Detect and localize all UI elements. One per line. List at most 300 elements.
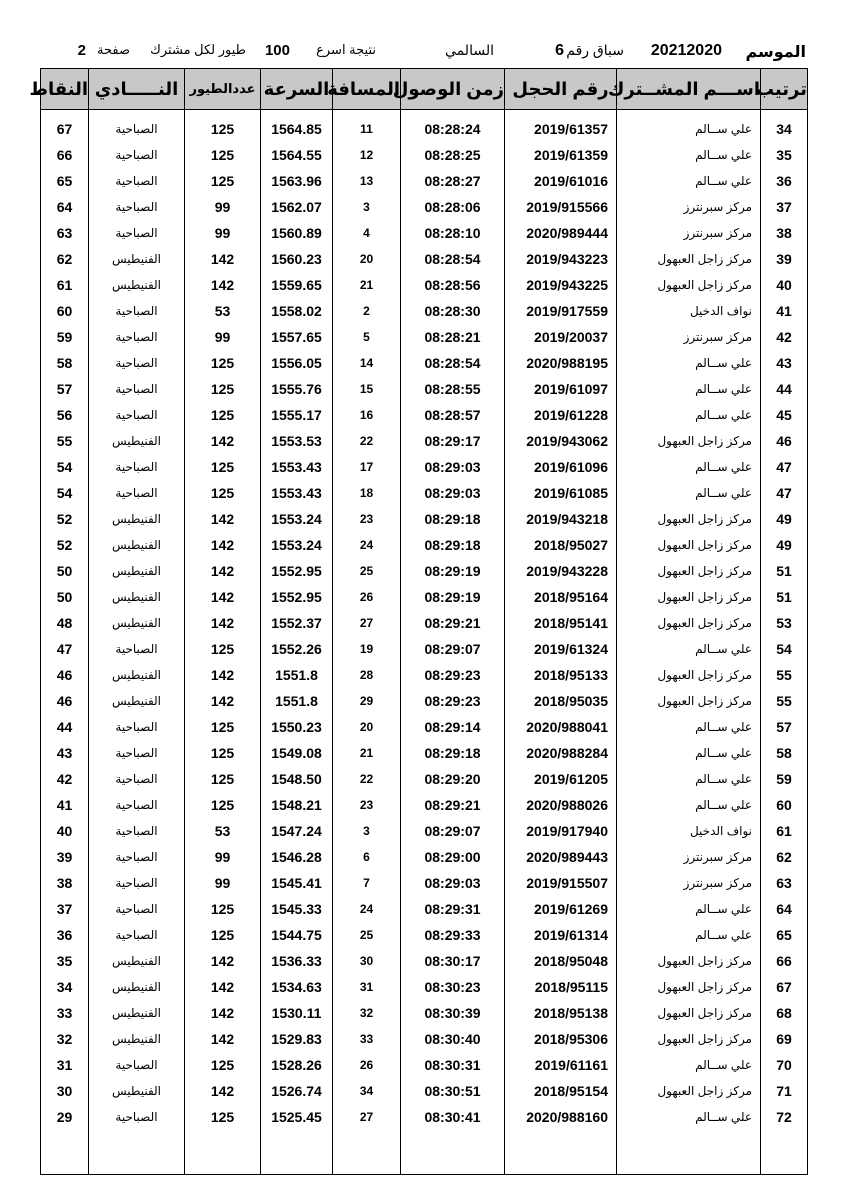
cell-club: الصباحية	[89, 922, 185, 948]
column-header-points: النقاط	[41, 69, 89, 110]
cell-name: مركز زاجل العبهول	[617, 948, 761, 974]
cell-points: 55	[41, 428, 89, 454]
cell-points: 35	[41, 948, 89, 974]
cell-rank: 46	[761, 428, 808, 454]
cell-rank: 58	[761, 740, 808, 766]
cell-distance: 26	[333, 1052, 401, 1078]
cell-name: مركز سبرنترز	[617, 844, 761, 870]
cell-speed: 1564.55	[261, 142, 333, 168]
cell-distance: 28	[333, 662, 401, 688]
cell-rank: 65	[761, 922, 808, 948]
cell-speed: 1557.65	[261, 324, 333, 350]
cell-speed: 1528.26	[261, 1052, 333, 1078]
cell-rank: 53	[761, 610, 808, 636]
cell-rank: 41	[761, 298, 808, 324]
cell-arrival: 08:29:14	[401, 714, 505, 740]
cell-birds: 125	[185, 636, 261, 662]
cell-arrival: 08:29:19	[401, 558, 505, 584]
cell-speed: 1553.24	[261, 532, 333, 558]
cell-arrival: 08:28:57	[401, 402, 505, 428]
cell-ring: 2018/95154	[505, 1078, 617, 1104]
table-row	[41, 610, 808, 636]
cell-speed: 1556.05	[261, 350, 333, 376]
cell-rank: 40	[761, 272, 808, 298]
cell-name: مركز سبرنترز	[617, 324, 761, 350]
cell-birds: 125	[185, 402, 261, 428]
cell-name: علي ســالم	[617, 110, 761, 143]
table-row	[41, 584, 808, 610]
cell-speed: 1534.63	[261, 974, 333, 1000]
cell-points: 54	[41, 480, 89, 506]
cell-speed: 1559.65	[261, 272, 333, 298]
cell-distance: 21	[333, 740, 401, 766]
cell-birds: 142	[185, 974, 261, 1000]
table-header-row	[41, 69, 808, 110]
cell-club: الفنيطيس	[89, 506, 185, 532]
cell-distance: 22	[333, 428, 401, 454]
cell-name: علي ســالم	[617, 1104, 761, 1130]
cell-distance: 25	[333, 922, 401, 948]
table-row	[41, 480, 808, 506]
cell-club: الصباحية	[89, 818, 185, 844]
race-location: السالمي	[445, 42, 494, 58]
cell-rank: 72	[761, 1104, 808, 1130]
cell-arrival: 08:28:24	[401, 110, 505, 143]
cell-rank: 34	[761, 110, 808, 143]
cell-birds: 142	[185, 1078, 261, 1104]
cell-arrival: 08:29:03	[401, 870, 505, 896]
cell-distance: 16	[333, 402, 401, 428]
cell-club: الصباحية	[89, 168, 185, 194]
cell-ring: 2018/95141	[505, 610, 617, 636]
cell-distance: 5	[333, 324, 401, 350]
cell-rank: 71	[761, 1078, 808, 1104]
cell-birds: 142	[185, 532, 261, 558]
cell-club: الصباحية	[89, 844, 185, 870]
cell-arrival: 08:29:03	[401, 480, 505, 506]
cell-rank: 47	[761, 480, 808, 506]
cell-speed: 1564.85	[261, 110, 333, 143]
cell-rank: 55	[761, 688, 808, 714]
table-row	[41, 974, 808, 1000]
cell-club: الصباحية	[89, 870, 185, 896]
cell-distance: 2	[333, 298, 401, 324]
cell-name: علي ســالم	[617, 740, 761, 766]
page-number: 2	[77, 42, 86, 59]
cell-ring: 2020/988026	[505, 792, 617, 818]
cell-birds: 142	[185, 428, 261, 454]
cell-arrival: 08:29:18	[401, 740, 505, 766]
cell-name: علي ســالم	[617, 402, 761, 428]
cell-arrival: 08:29:21	[401, 792, 505, 818]
cell-rank: 49	[761, 532, 808, 558]
cell-points: 43	[41, 740, 89, 766]
cell-club: الصباحية	[89, 766, 185, 792]
cell-points: 52	[41, 506, 89, 532]
cell-arrival: 08:30:17	[401, 948, 505, 974]
table-row	[41, 662, 808, 688]
cell-rank: 54	[761, 636, 808, 662]
cell-speed: 1526.74	[261, 1078, 333, 1104]
cell-points: 54	[41, 454, 89, 480]
cell-distance: 13	[333, 168, 401, 194]
cell-name: مركز زاجل العبهول	[617, 1026, 761, 1052]
cell-birds: 142	[185, 662, 261, 688]
table-row	[41, 246, 808, 272]
cell-arrival: 08:28:06	[401, 194, 505, 220]
cell-rank: 70	[761, 1052, 808, 1078]
cell-arrival: 08:30:23	[401, 974, 505, 1000]
cell-arrival: 08:28:10	[401, 220, 505, 246]
cell-points: 42	[41, 766, 89, 792]
table-row	[41, 1000, 808, 1026]
cell-distance: 24	[333, 532, 401, 558]
cell-name: نواف الدخيل	[617, 818, 761, 844]
cell-speed: 1547.24	[261, 818, 333, 844]
empty-cell	[505, 1130, 617, 1175]
cell-distance: 23	[333, 792, 401, 818]
cell-name: مركز زاجل العبهول	[617, 272, 761, 298]
cell-speed: 1552.95	[261, 584, 333, 610]
cell-birds: 125	[185, 480, 261, 506]
cell-name: مركز زاجل العبهول	[617, 506, 761, 532]
cell-club: الصباحية	[89, 480, 185, 506]
cell-name: مركز زاجل العبهول	[617, 688, 761, 714]
cell-birds: 125	[185, 350, 261, 376]
column-header-speed: السرعة	[261, 69, 333, 110]
cell-distance: 22	[333, 766, 401, 792]
cell-arrival: 08:30:40	[401, 1026, 505, 1052]
cell-speed: 1558.02	[261, 298, 333, 324]
cell-birds: 53	[185, 298, 261, 324]
cell-ring: 2019/61085	[505, 480, 617, 506]
cell-ring: 2019/943062	[505, 428, 617, 454]
cell-name: علي ســالم	[617, 922, 761, 948]
empty-cell	[401, 1130, 505, 1175]
cell-birds: 125	[185, 1104, 261, 1130]
cell-points: 41	[41, 792, 89, 818]
table-row	[41, 298, 808, 324]
table-row	[41, 896, 808, 922]
cell-arrival: 08:29:20	[401, 766, 505, 792]
cell-speed: 1560.23	[261, 246, 333, 272]
cell-points: 60	[41, 298, 89, 324]
result-label: نتيجة اسرع	[316, 42, 376, 57]
cell-arrival: 08:29:23	[401, 688, 505, 714]
cell-rank: 36	[761, 168, 808, 194]
column-header-rank: ترتيب	[761, 69, 808, 110]
cell-ring: 2019/917559	[505, 298, 617, 324]
cell-arrival: 08:29:18	[401, 506, 505, 532]
cell-birds: 142	[185, 558, 261, 584]
cell-distance: 18	[333, 480, 401, 506]
cell-arrival: 08:29:21	[401, 610, 505, 636]
cell-birds: 99	[185, 194, 261, 220]
empty-cell	[261, 1130, 333, 1175]
cell-speed: 1553.43	[261, 480, 333, 506]
cell-birds: 142	[185, 1000, 261, 1026]
cell-club: الصباحية	[89, 350, 185, 376]
cell-rank: 62	[761, 844, 808, 870]
empty-cell	[41, 1130, 89, 1175]
table-row	[41, 714, 808, 740]
cell-distance: 31	[333, 974, 401, 1000]
cell-distance: 26	[333, 584, 401, 610]
cell-speed: 1529.83	[261, 1026, 333, 1052]
table-row	[41, 844, 808, 870]
cell-speed: 1553.53	[261, 428, 333, 454]
cell-arrival: 08:29:19	[401, 584, 505, 610]
cell-birds: 125	[185, 714, 261, 740]
cell-rank: 63	[761, 870, 808, 896]
table-row	[41, 194, 808, 220]
cell-club: الصباحية	[89, 714, 185, 740]
empty-cell	[333, 1130, 401, 1175]
cell-rank: 66	[761, 948, 808, 974]
table-row	[41, 1104, 808, 1130]
table-row	[41, 818, 808, 844]
cell-arrival: 08:28:54	[401, 350, 505, 376]
cell-club: الصباحية	[89, 1052, 185, 1078]
table-row	[41, 740, 808, 766]
cell-club: الصباحية	[89, 194, 185, 220]
cell-ring: 2020/988284	[505, 740, 617, 766]
cell-arrival: 08:30:31	[401, 1052, 505, 1078]
cell-club: الفنيطيس	[89, 558, 185, 584]
cell-distance: 24	[333, 896, 401, 922]
cell-club: الصباحية	[89, 142, 185, 168]
cell-birds: 125	[185, 792, 261, 818]
cell-name: نواف الدخيل	[617, 298, 761, 324]
cell-speed: 1555.76	[261, 376, 333, 402]
cell-distance: 27	[333, 610, 401, 636]
cell-name: مركز زاجل العبهول	[617, 974, 761, 1000]
cell-ring: 2018/95027	[505, 532, 617, 558]
cell-ring: 2018/95048	[505, 948, 617, 974]
cell-birds: 142	[185, 610, 261, 636]
cell-club: الصباحية	[89, 896, 185, 922]
cell-points: 47	[41, 636, 89, 662]
table-row	[41, 376, 808, 402]
table-row	[41, 532, 808, 558]
cell-rank: 59	[761, 766, 808, 792]
cell-points: 37	[41, 896, 89, 922]
cell-points: 56	[41, 402, 89, 428]
cell-club: الصباحية	[89, 792, 185, 818]
table-row	[41, 324, 808, 350]
column-header-name: اســـم المشــترك	[617, 69, 761, 110]
cell-name: مركز زاجل العبهول	[617, 246, 761, 272]
cell-speed: 1552.37	[261, 610, 333, 636]
cell-name: علي ســالم	[617, 792, 761, 818]
cell-speed: 1548.50	[261, 766, 333, 792]
cell-ring: 2019/943225	[505, 272, 617, 298]
cell-birds: 125	[185, 766, 261, 792]
cell-name: علي ســالم	[617, 142, 761, 168]
table-row	[41, 350, 808, 376]
table-row	[41, 506, 808, 532]
cell-speed: 1563.96	[261, 168, 333, 194]
cell-distance: 20	[333, 246, 401, 272]
cell-ring: 2020/988195	[505, 350, 617, 376]
cell-ring: 2019/61269	[505, 896, 617, 922]
table-row	[41, 1026, 808, 1052]
cell-arrival: 08:28:30	[401, 298, 505, 324]
cell-name: علي ســالم	[617, 168, 761, 194]
cell-points: 63	[41, 220, 89, 246]
cell-name: مركز زاجل العبهول	[617, 1078, 761, 1104]
table-row	[41, 1052, 808, 1078]
cell-points: 36	[41, 922, 89, 948]
cell-name: علي ســالم	[617, 454, 761, 480]
cell-rank: 49	[761, 506, 808, 532]
empty-cell	[89, 1130, 185, 1175]
cell-ring: 2020/989444	[505, 220, 617, 246]
cell-birds: 125	[185, 922, 261, 948]
cell-rank: 55	[761, 662, 808, 688]
cell-club: الصباحية	[89, 740, 185, 766]
cell-arrival: 08:28:25	[401, 142, 505, 168]
cell-name: مركز زاجل العبهول	[617, 610, 761, 636]
cell-club: الصباحية	[89, 376, 185, 402]
cell-ring: 2019/61205	[505, 766, 617, 792]
cell-rank: 51	[761, 558, 808, 584]
cell-club: الفنيطيس	[89, 532, 185, 558]
table-row	[41, 636, 808, 662]
cell-ring: 2019/61016	[505, 168, 617, 194]
cell-rank: 45	[761, 402, 808, 428]
cell-club: الصباحية	[89, 220, 185, 246]
cell-speed: 1551.8	[261, 688, 333, 714]
cell-rank: 67	[761, 974, 808, 1000]
cell-speed: 1551.8	[261, 662, 333, 688]
cell-distance: 3	[333, 194, 401, 220]
column-header-arrival: زمن الوصول	[401, 69, 505, 110]
cell-speed: 1525.45	[261, 1104, 333, 1130]
cell-arrival: 08:29:33	[401, 922, 505, 948]
cell-ring: 2019/943228	[505, 558, 617, 584]
cell-rank: 60	[761, 792, 808, 818]
cell-arrival: 08:30:41	[401, 1104, 505, 1130]
cell-birds: 125	[185, 740, 261, 766]
cell-rank: 39	[761, 246, 808, 272]
cell-birds: 142	[185, 584, 261, 610]
cell-points: 50	[41, 558, 89, 584]
cell-points: 40	[41, 818, 89, 844]
cell-distance: 27	[333, 1104, 401, 1130]
cell-points: 29	[41, 1104, 89, 1130]
cell-name: مركز زاجل العبهول	[617, 558, 761, 584]
cell-distance: 29	[333, 688, 401, 714]
season-value: 20212020	[650, 42, 722, 59]
cell-ring: 2019/61359	[505, 142, 617, 168]
cell-name: مركز سبرنترز	[617, 194, 761, 220]
cell-speed: 1555.17	[261, 402, 333, 428]
cell-points: 44	[41, 714, 89, 740]
table-row	[41, 1078, 808, 1104]
cell-distance: 19	[333, 636, 401, 662]
cell-ring: 2018/95138	[505, 1000, 617, 1026]
cell-distance: 21	[333, 272, 401, 298]
cell-arrival: 08:29:07	[401, 818, 505, 844]
cell-rank: 43	[761, 350, 808, 376]
cell-ring: 2019/61097	[505, 376, 617, 402]
cell-ring: 2020/988160	[505, 1104, 617, 1130]
cell-name: علي ســالم	[617, 480, 761, 506]
cell-arrival: 08:29:31	[401, 896, 505, 922]
cell-speed: 1552.95	[261, 558, 333, 584]
cell-distance: 25	[333, 558, 401, 584]
cell-rank: 37	[761, 194, 808, 220]
cell-speed: 1560.89	[261, 220, 333, 246]
cell-rank: 47	[761, 454, 808, 480]
table-row	[41, 922, 808, 948]
cell-points: 64	[41, 194, 89, 220]
cell-arrival: 08:30:51	[401, 1078, 505, 1104]
cell-birds: 142	[185, 688, 261, 714]
cell-club: الصباحية	[89, 110, 185, 143]
cell-ring: 2018/95115	[505, 974, 617, 1000]
cell-ring: 2018/95035	[505, 688, 617, 714]
cell-points: 46	[41, 688, 89, 714]
table-row	[41, 428, 808, 454]
cell-rank: 42	[761, 324, 808, 350]
cell-rank: 35	[761, 142, 808, 168]
cell-name: علي ســالم	[617, 766, 761, 792]
cell-ring: 2018/95133	[505, 662, 617, 688]
cell-ring: 2019/917940	[505, 818, 617, 844]
cell-ring: 2019/61357	[505, 110, 617, 143]
table-row	[41, 792, 808, 818]
cell-ring: 2020/988041	[505, 714, 617, 740]
cell-ring: 2019/20037	[505, 324, 617, 350]
cell-distance: 20	[333, 714, 401, 740]
cell-ring: 2019/61096	[505, 454, 617, 480]
page-label: صفحة	[97, 42, 130, 57]
cell-distance: 17	[333, 454, 401, 480]
cell-club: الفنيطيس	[89, 428, 185, 454]
result-count: 100	[264, 42, 290, 59]
cell-club: الفنيطيس	[89, 584, 185, 610]
cell-name: مركز زاجل العبهول	[617, 532, 761, 558]
cell-arrival: 08:29:23	[401, 662, 505, 688]
cell-ring: 2019/61228	[505, 402, 617, 428]
cell-arrival: 08:29:03	[401, 454, 505, 480]
cell-club: الصباحية	[89, 636, 185, 662]
cell-speed: 1544.75	[261, 922, 333, 948]
cell-name: مركز سبرنترز	[617, 870, 761, 896]
table-body	[41, 110, 808, 1175]
empty-cell	[617, 1130, 761, 1175]
report-header	[40, 42, 806, 66]
cell-arrival: 08:30:39	[401, 1000, 505, 1026]
cell-rank: 61	[761, 818, 808, 844]
cell-birds: 142	[185, 246, 261, 272]
cell-ring: 2019/915507	[505, 870, 617, 896]
column-header-birds: عددالطيور	[185, 69, 261, 110]
cell-club: الصباحية	[89, 1104, 185, 1130]
cell-club: الفنيطيس	[89, 688, 185, 714]
birds-per-member-label: طيور لكل مشترك	[150, 42, 246, 57]
cell-club: الفنيطيس	[89, 974, 185, 1000]
column-header-ring: رقم الحجل	[505, 69, 617, 110]
cell-rank: 44	[761, 376, 808, 402]
cell-distance: 30	[333, 948, 401, 974]
cell-arrival: 08:29:07	[401, 636, 505, 662]
cell-distance: 32	[333, 1000, 401, 1026]
cell-speed: 1553.24	[261, 506, 333, 532]
cell-club: الفنيطيس	[89, 246, 185, 272]
